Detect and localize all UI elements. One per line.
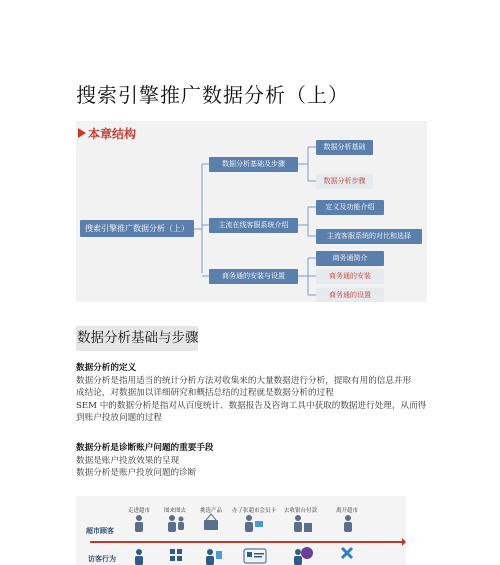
form-icon [244,549,266,563]
definition-line: 到账户投放问题的过程 [76,413,162,423]
leaf-node-basics: 数据分析基础 [316,140,373,155]
step-label: 去收银台付款 [284,508,318,514]
branch-node-basics: 数据分析基础及步骤 [209,157,298,172]
leaf-node-install: 商务通的安装 [316,269,384,284]
timeline-arrow [402,538,406,546]
diagnosis-title: 数据分析是诊断账户问题的重要手段 [76,443,214,453]
diagnosis-block [76,442,214,480]
timeline-bar [90,541,402,543]
tree-root-node: 搜索引擎推广数据分析（上） [80,220,194,237]
close-icon [342,548,352,558]
slide-heading: 本章结构 [88,127,137,141]
step-label: 走进超市 [128,508,151,514]
leaf-node-compare: 主流客服系统的对比和选择 [316,229,422,244]
browse-icon [170,549,182,561]
card-icon [245,515,263,532]
diagnosis-line: 数据分析是账户投放问题的诊断 [76,468,197,478]
leaf-node-settings: 商务通的设置 [316,288,384,302]
chapter-structure-slide [76,121,427,302]
row-label-visitor: 访客行为 [88,555,116,563]
definition-line: 成结论，对数据加以详细研究和概括总结的过程就是数据分析的过程 [76,388,334,398]
step-label: 挑选产品 [200,508,223,514]
leaf-node-intro: 商务通简介 [316,251,384,266]
section-heading: 数据分析基础与步骤 [76,326,198,351]
branch-node-shangwutong: 商务通的安装与设置 [209,269,298,284]
definition-block [76,362,426,425]
people-icon [168,515,184,532]
walking-icon [135,549,143,565]
person-icon [135,515,143,532]
step-label: 图来图去 [164,508,187,514]
exit-icon [344,515,352,532]
register-icon [206,549,222,565]
diagnosis-line: 数据是账户投放效果的呈现 [76,455,180,466]
arrow-icon [78,128,86,138]
definition-line: SEM 中的数据分析是指对从百度统计、数据报告及咨询工具中获取的数据进行处理，从而得 [76,400,427,411]
row-label-customer: 超市顾客 [86,527,114,535]
page-title: 搜索引擎推广数据分析（上） [76,83,349,107]
definition-line: 数据分析是指用适当的统计分析方法对收集来的大量数据进行分析，提取有用的信息并形 [76,375,412,386]
customer-behavior-figure [76,496,406,565]
figure-icons [76,496,406,565]
step-label: 离开超市 [336,508,359,514]
step-label: 办了张超市会员卡 [232,508,277,514]
branch-node-cs-systems: 主流在线客服系统介绍 [209,218,298,233]
basket-icon [204,514,218,530]
cashier-icon [294,515,312,532]
leaf-node-definition: 定义及功能介绍 [316,200,384,215]
leaf-node-steps: 数据分析步骤 [316,174,373,189]
definition-title: 数据分析的定义 [76,363,137,373]
chat-icon [294,547,313,565]
